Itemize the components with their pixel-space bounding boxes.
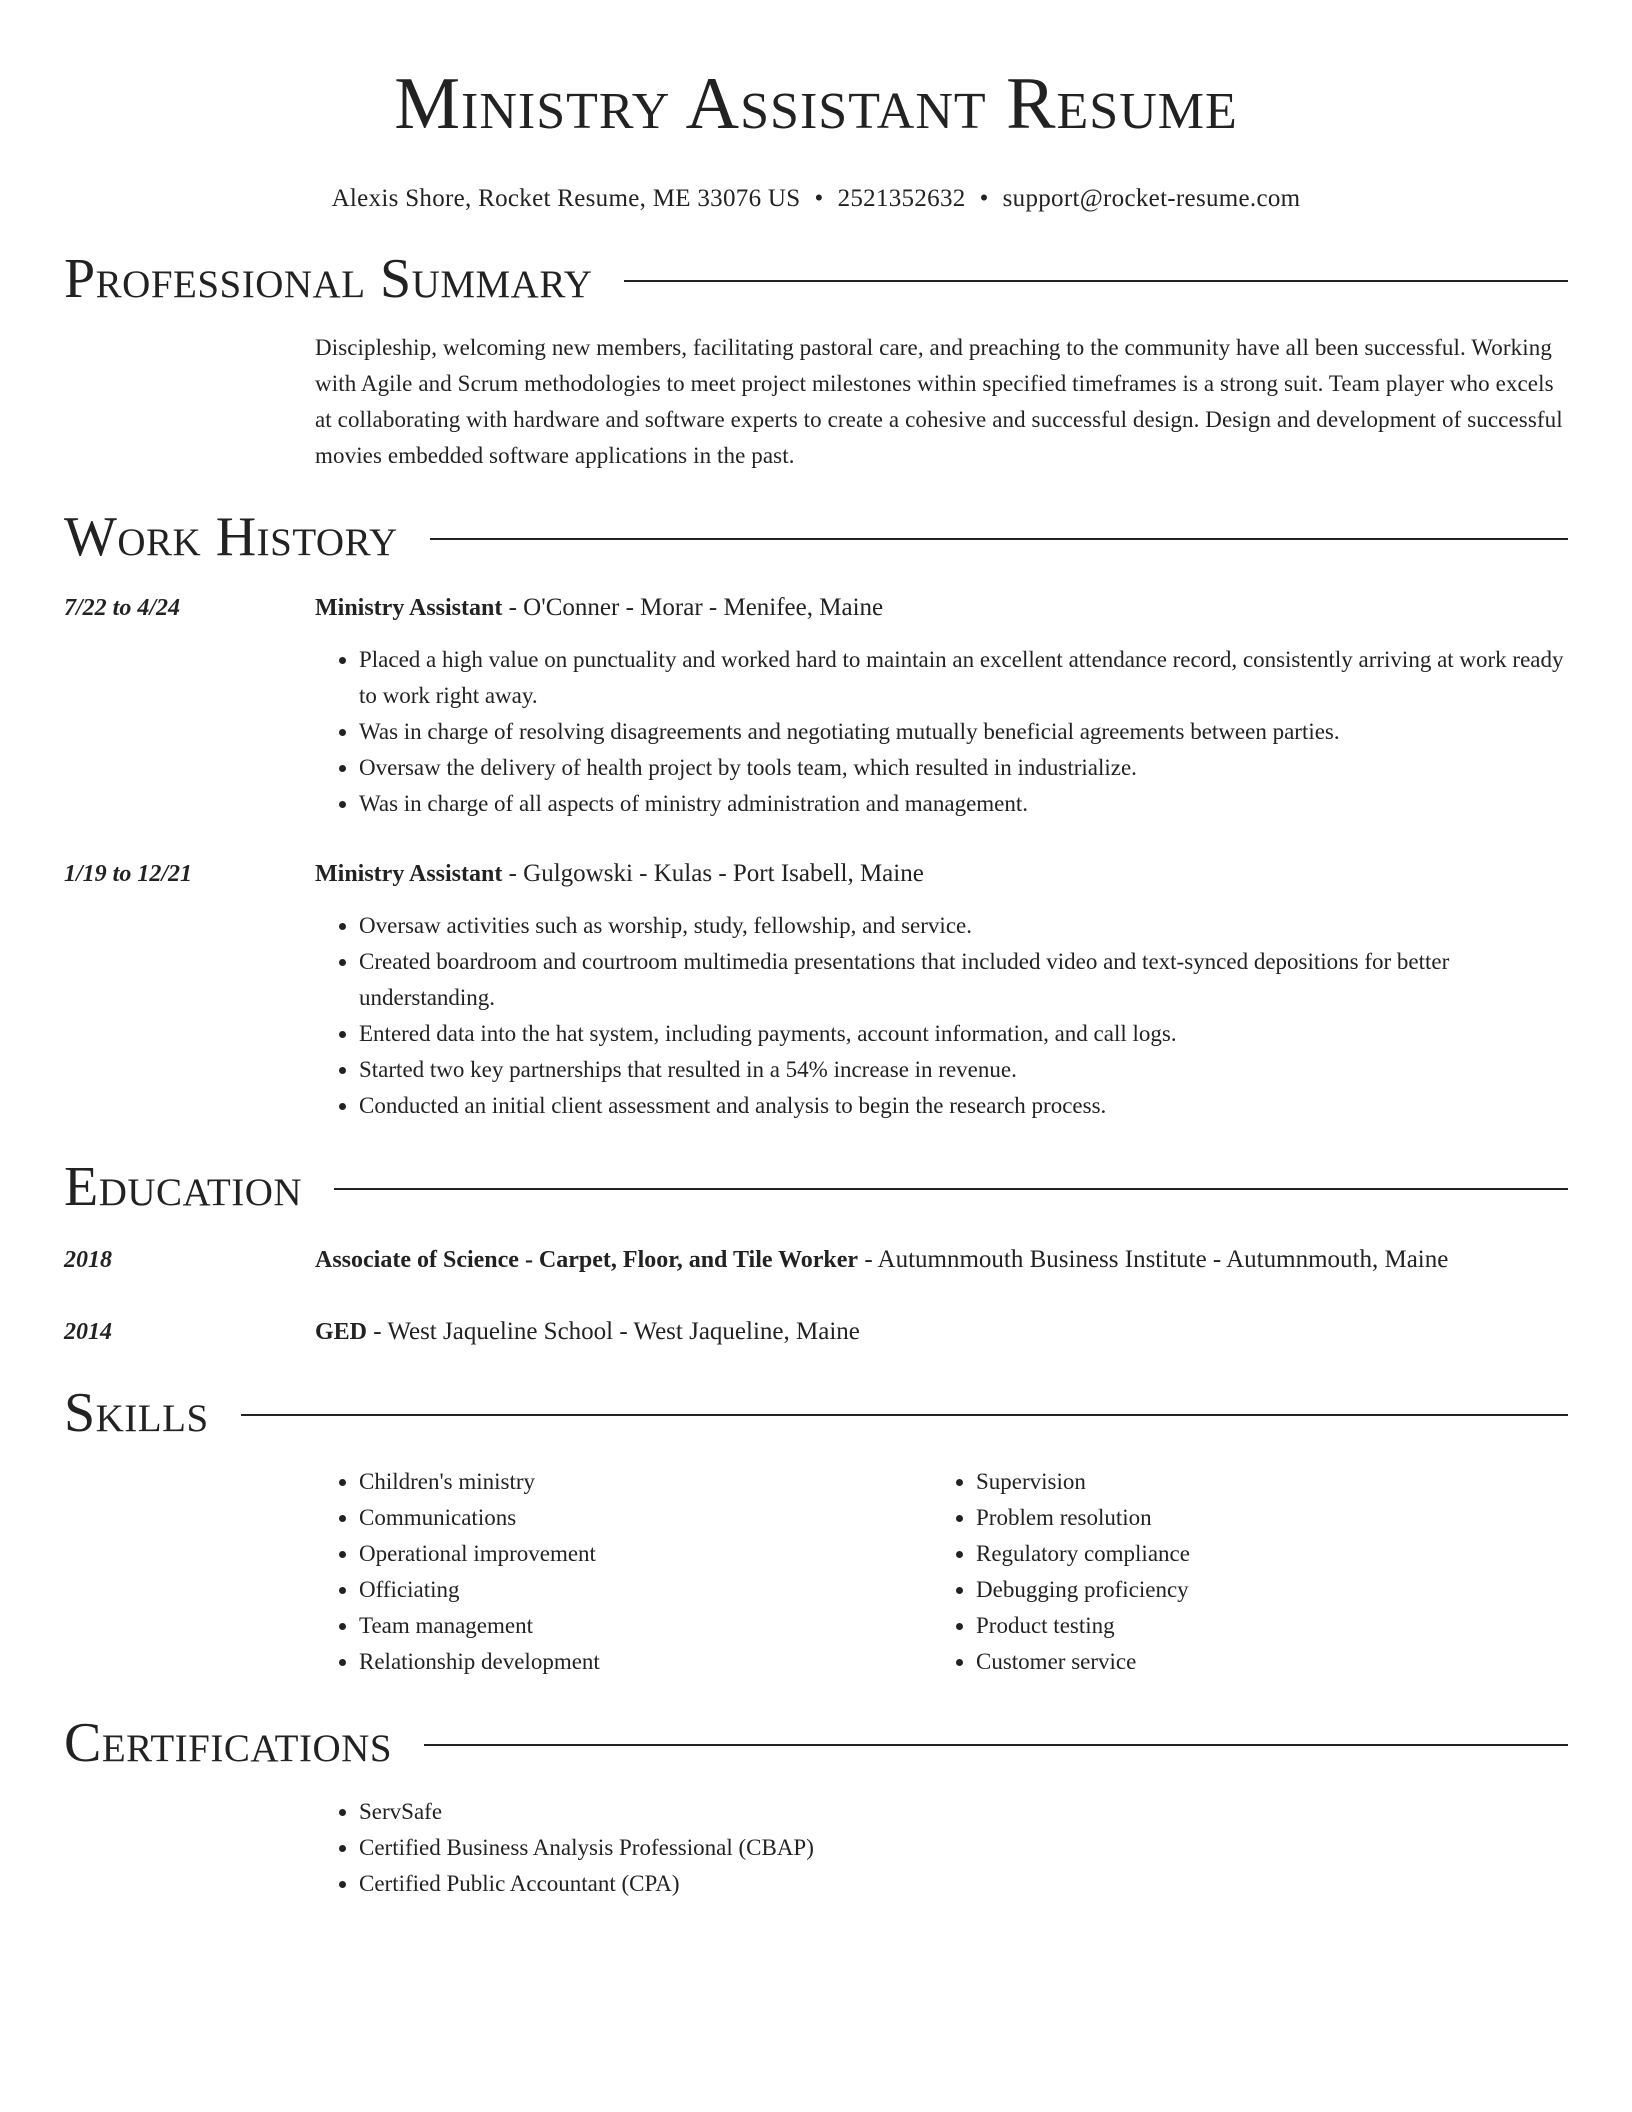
summary-section-header bbox=[64, 246, 1568, 312]
work-bullet: • Was in charge of resolving disagreements and negotiating mutually beneficial agreements between parties. bbox=[359, 714, 1568, 750]
certifications-list bbox=[315, 1794, 1568, 1902]
skill-item: • Supervision bbox=[976, 1464, 1549, 1500]
work-bullets bbox=[315, 642, 1568, 822]
skills-column-left bbox=[315, 1464, 932, 1680]
skill-item: • Children's ministry bbox=[359, 1464, 932, 1500]
education-entry bbox=[64, 1314, 1568, 1350]
work-bullet: • Entered data into the hat system, including payments, account information, and call logs. bbox=[359, 1016, 1568, 1052]
section-divider bbox=[430, 538, 1568, 540]
skills-column-right bbox=[932, 1464, 1549, 1680]
skills-section-header bbox=[64, 1380, 1568, 1446]
work-bullet: • Started two key partnerships that resulted in a 54% increase in revenue. bbox=[359, 1052, 1568, 1088]
education-degree: GED bbox=[315, 1319, 368, 1345]
education-degree: Associate of Science - Carpet, Floor, and Tile Worker bbox=[315, 1247, 859, 1273]
skill-item: • Customer service bbox=[976, 1644, 1549, 1680]
education-section-header bbox=[64, 1154, 1568, 1220]
education-date: 2018 bbox=[64, 1247, 112, 1273]
work-entry bbox=[64, 590, 1568, 822]
resume-title: Ministry Assistant Resume bbox=[394, 63, 1238, 145]
certification-item: • Certified Business Analysis Professional (CBAP) bbox=[359, 1830, 1568, 1866]
work-headline bbox=[315, 590, 1568, 626]
education-entry bbox=[64, 1242, 1568, 1278]
skill-item: • Problem resolution bbox=[976, 1500, 1549, 1536]
skill-item: • Team management bbox=[359, 1608, 932, 1644]
work-details: - O'Conner - Morar - Menifee, Maine bbox=[502, 594, 884, 621]
education-details: - West Jaqueline School - West Jaqueline, Maine bbox=[367, 1318, 860, 1345]
work-role: Ministry Assistant bbox=[315, 861, 503, 887]
work-bullet: • Created boardroom and courtroom multimedia presentations that included video and text-synced depositions for better understanding. bbox=[359, 944, 1568, 1016]
work-bullet: • Oversaw the delivery of health project by tools team, which resulted in industrialize. bbox=[359, 750, 1568, 786]
contact-line bbox=[64, 182, 1568, 216]
work-details: - Gulgowski - Kulas - Port Isabell, Maine bbox=[502, 860, 924, 887]
section-title-summary: Professional Summary bbox=[64, 248, 593, 310]
skill-item: • Communications bbox=[359, 1500, 932, 1536]
work-bullet: • Conducted an initial client assessment and analysis to begin the research process. bbox=[359, 1088, 1568, 1124]
work-headline bbox=[315, 856, 1568, 892]
work-section-header bbox=[64, 504, 1568, 570]
certifications-section-header bbox=[64, 1710, 1568, 1776]
work-bullets bbox=[315, 908, 1568, 1124]
section-divider bbox=[334, 1188, 1568, 1190]
summary-text: Discipleship, welcoming new members, facilitating pastoral care, and preaching to the community have all been successful. Working with Agile and Scrum methodologies to meet project milestones within specified timeframes is a strong suit. Team player who excels at collaborating with hardware and software experts to create a cohesive and successful design. Design and development of successful movies embedded software applications in the past. bbox=[315, 335, 1563, 468]
work-date: 7/22 to 4/24 bbox=[64, 595, 181, 621]
work-entry bbox=[64, 856, 1568, 1124]
skill-item: • Operational improvement bbox=[359, 1536, 932, 1572]
resume-page bbox=[64, 0, 1568, 1902]
skills-grid bbox=[315, 1464, 1568, 1680]
certification-item: • Certified Public Accountant (CPA) bbox=[359, 1866, 1568, 1902]
contact-address: Alexis Shore, Rocket Resume, ME 33076 US bbox=[331, 185, 801, 212]
section-title-skills: Skills bbox=[64, 1382, 209, 1444]
skill-item: • Regulatory compliance bbox=[976, 1536, 1549, 1572]
work-role: Ministry Assistant bbox=[315, 595, 503, 621]
contact-separator: • bbox=[814, 185, 824, 212]
work-date: 1/19 to 12/21 bbox=[64, 861, 193, 887]
skill-item: • Officiating bbox=[359, 1572, 932, 1608]
education-date: 2014 bbox=[64, 1319, 112, 1345]
certification-item: • ServSafe bbox=[359, 1794, 1568, 1830]
skill-item: • Product testing bbox=[976, 1608, 1549, 1644]
section-title-education: Education bbox=[64, 1156, 303, 1218]
section-divider bbox=[241, 1414, 1568, 1416]
skill-item: • Debugging proficiency bbox=[976, 1572, 1549, 1608]
contact-phone: 2521352632 bbox=[837, 185, 966, 212]
education-headline bbox=[315, 1314, 860, 1350]
section-title-certifications: Certifications bbox=[64, 1712, 393, 1774]
section-title-work: Work History bbox=[64, 506, 398, 568]
education-headline bbox=[315, 1242, 1448, 1278]
contact-separator: • bbox=[979, 185, 989, 212]
work-bullet: • Placed a high value on punctuality and worked hard to maintain an excellent attendance record, consistently arriving at work ready to work right away. bbox=[359, 642, 1568, 714]
work-bullet: • Was in charge of all aspects of ministry administration and management. bbox=[359, 786, 1568, 822]
contact-email: support@rocket-resume.com bbox=[1002, 185, 1301, 212]
section-divider bbox=[424, 1744, 1568, 1746]
skill-item: • Relationship development bbox=[359, 1644, 932, 1680]
work-bullet: • Oversaw activities such as worship, study, fellowship, and service. bbox=[359, 908, 1568, 944]
education-details: - Autumnmouth Business Institute - Autumnmouth, Maine bbox=[858, 1246, 1449, 1273]
section-divider bbox=[624, 280, 1568, 282]
